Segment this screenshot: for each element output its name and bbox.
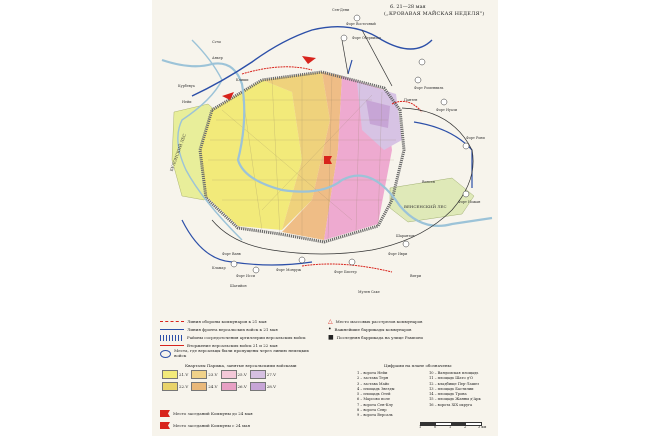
label-fort-nozhan: Форт Ножан bbox=[458, 200, 481, 204]
day-swatch: 28.V bbox=[250, 382, 276, 391]
day-swatch: 23.V bbox=[191, 370, 217, 379]
day-swatch: 25.V bbox=[221, 370, 247, 379]
paris-west-zone-21 bbox=[200, 80, 302, 230]
label-fort-vanv: Форт Ванв bbox=[222, 252, 241, 256]
day-swatch: 26.V bbox=[221, 382, 247, 391]
label-klishi: Клиши bbox=[236, 78, 249, 82]
label-shatiyon: Шатийон bbox=[230, 284, 247, 288]
legend-front-line: Линия фронта версальских войск к 21 мая bbox=[160, 326, 278, 333]
legend-last-barricade: ■ Последняя баррикада на улице Рампоно bbox=[328, 334, 424, 341]
label-bois-de-boulogne: БУЛОНСКИЙ ЛЕС bbox=[168, 133, 187, 172]
legend-last-sitting-24: Место заседаний Коммуны до 24 мая bbox=[160, 410, 253, 417]
label-neuilly: Нейи bbox=[182, 100, 192, 104]
label-fort-issi: Форт Исси bbox=[236, 274, 255, 278]
label-vansen: Венсен bbox=[422, 180, 435, 184]
label-fort-bisetr: Форт Бисетр bbox=[334, 270, 357, 274]
numbers-list-right: 10 – Вандомская площадь 11 – площадь Шато д'О 12 – кладбище Пер-Лашез 13 – площадь Бастилии 14 – площадь Трона 15 – площадь Жанны д'Арк 16 – ворота XIX округа bbox=[429, 371, 481, 407]
day-swatch: 22.V bbox=[162, 382, 188, 391]
legend-last-sitting-after: Место заседаний Коммуны с 24 мая bbox=[160, 422, 250, 429]
label-fort-noazi: Форт Нуази bbox=[436, 108, 458, 112]
label-sena: Сена bbox=[212, 40, 221, 44]
map-sheet bbox=[152, 0, 498, 436]
day-swatch: 24.V bbox=[191, 382, 217, 391]
label-mulen-sake: Мулен Саке bbox=[358, 290, 380, 294]
label-vitri: Витри bbox=[410, 274, 422, 278]
map-legend bbox=[152, 300, 498, 436]
label-fort-monruzh: Форт Монруж bbox=[276, 268, 302, 272]
scale-bar: 1 0 1 2 3 км bbox=[420, 422, 490, 432]
legend-executions: △ Место массовых расстрелов коммунаров bbox=[328, 318, 423, 325]
numbers-heading: Цифрами на плане обозначены: bbox=[384, 363, 453, 368]
occupied-days-grid bbox=[162, 370, 277, 394]
map-area bbox=[152, 0, 498, 300]
label-saint-denis: Сен-Дени bbox=[332, 8, 350, 12]
legend-passage: Места, где версальцы были пропущены через линию немецких войск bbox=[160, 350, 310, 357]
label-asnieres: Аньер bbox=[212, 56, 223, 60]
legend-entry: Вторжение версальских войск 21 и 22 мая bbox=[160, 342, 278, 349]
label-fort-ivri: Форт Иври bbox=[388, 252, 408, 256]
label-bois-de-vincennes: ВЕНСЕНСКИЙ ЛЕС bbox=[404, 204, 447, 209]
map-title-number: 6. 21—28 мая bbox=[390, 4, 426, 10]
label-klamar: Кламар bbox=[212, 266, 226, 270]
label-sharanton: Шарантон bbox=[396, 234, 415, 238]
commune-defense-line bbox=[242, 67, 312, 74]
day-swatch: 21.V bbox=[162, 370, 188, 379]
label-fort-vostochny: Форт Восточный bbox=[346, 22, 376, 26]
legend-barricades: • Важнейшие баррикады коммунаров bbox=[328, 326, 412, 333]
label-kurbevua: Курбевуа bbox=[178, 84, 195, 88]
label-pantin: Пантен bbox=[404, 98, 418, 102]
label-fort-obervillie: Форт Обервилье bbox=[352, 36, 382, 40]
label-fort-rosni: Форт Рони bbox=[466, 136, 485, 140]
day-swatch: 27.V bbox=[250, 370, 276, 379]
numbers-list-left: 1 – ворота Нейи 2 – застава Терн 3 – застава Майо 4 – площадь Звезды 5 – площадь Отей 6 – Марсово поле 7 – ворота Сен-Клу 8 – ворота Севр 9 – ворота Версаль bbox=[357, 371, 395, 418]
map-title: („КРОВАВАЯ МАЙСКАЯ НЕДЕЛЯ") bbox=[384, 11, 485, 17]
legend-defense-line: Линия обороны коммунаров к 21 мая bbox=[160, 318, 267, 325]
label-fort-romenvil: Форт Роменвиль bbox=[414, 86, 444, 90]
legend-artillery: Районы сосредоточения артиллерии версальских войск bbox=[160, 334, 306, 341]
legend-occupied-heading: Кварталы Парижа, занятые версальскими войсками bbox=[185, 363, 297, 368]
